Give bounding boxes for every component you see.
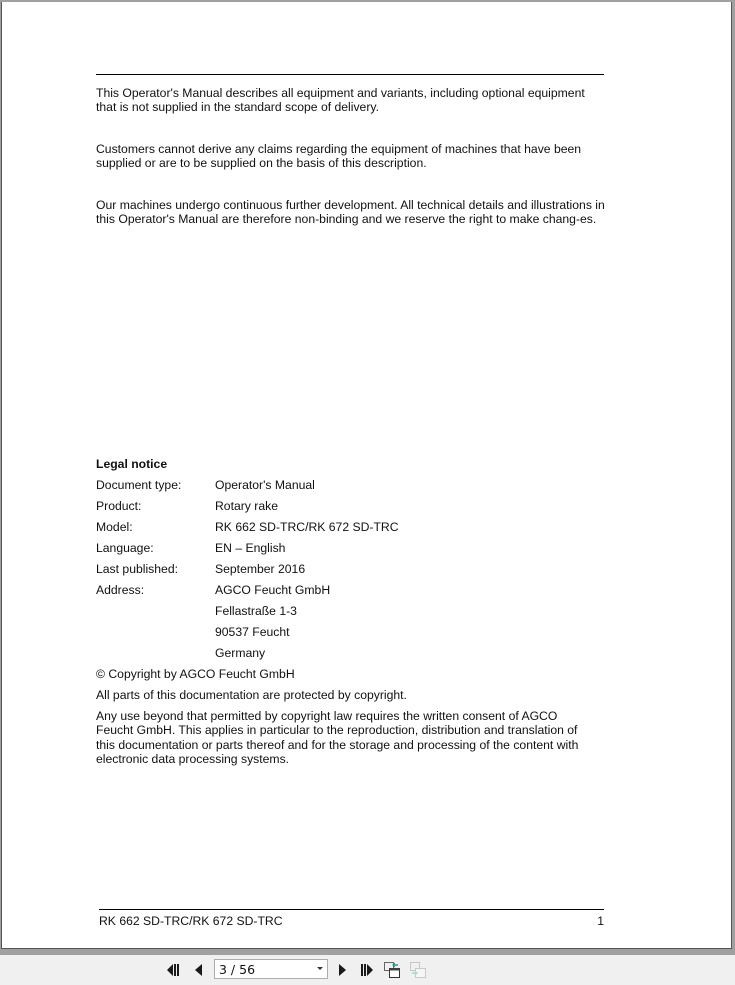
legal-value: EN – English [215,541,286,555]
next-page-icon [336,963,348,977]
next-view-button[interactable] [409,961,427,978]
next-view-icon [409,961,427,979]
legal-value: Rotary rake [215,499,278,513]
legal-value: RK 662 SD-TRC/RK 672 SD-TRC [215,520,399,534]
legal-value: Fellastraße 1-3 [215,604,297,618]
development-paragraph: Our machines undergo continuous further development. All technical details and illustrations in this Operator's Manual are therefore non-binding and we reserve the right to make chang-es. [96,198,605,227]
legal-value: 90537 Feucht [215,625,290,639]
legal-notice-title: Legal notice [96,457,168,471]
legal-value: Germany [215,646,266,660]
navigation-toolbar [0,955,735,985]
intro-paragraph: This Operator's Manual describes all equipment and variants, including optional equipment that is not supplied in the standard scope of delivery. [96,86,585,115]
first-page-icon [166,963,182,977]
copyright-line: © Copyright by AGCO Feucht GmbH [96,667,295,681]
page-indicator: 3 / 56 [219,961,256,977]
claims-paragraph: Customers cannot derive any claims regarding the equipment of machines that have been supplied or are to be supplied on the basis of this description. [96,142,582,171]
legal-label: Last published: [96,562,178,576]
chevron-down-icon [317,967,323,970]
previous-view-button[interactable] [383,961,401,978]
legal-value: Operator's Manual [215,478,315,492]
header-rule [96,74,604,75]
previous-page-button[interactable] [190,961,208,978]
footer-page-number: 1 [597,914,604,928]
legal-value: AGCO Feucht GmbH [215,583,331,597]
previous-page-icon [193,963,205,977]
first-page-button[interactable] [165,961,183,978]
legal-label: Address: [96,583,145,597]
legal-value: September 2016 [215,562,306,576]
footer-model: RK 662 SD-TRC/RK 672 SD-TRC [99,914,283,928]
legal-label: Document type: [96,478,182,492]
last-page-icon [358,963,374,977]
consent-paragraph: Any use beyond that permitted by copyright law requires the written consent of AGCO Feucht GmbH. This applies in particular to the reproduction, distribution and translation of this documentation or parts thereof and for the storage and processing of the content with electronic data processing systems. [96,709,579,767]
next-page-button[interactable] [333,961,351,978]
previous-view-icon [383,961,401,979]
page-number-dropdown[interactable] [214,959,328,979]
legal-label: Model: [96,520,133,534]
protected-line: All parts of this documentation are protected by copyright. [96,688,407,702]
last-page-button[interactable] [357,961,375,978]
legal-label: Product: [96,499,142,513]
footer-rule [99,909,604,910]
legal-label: Language: [96,541,154,555]
